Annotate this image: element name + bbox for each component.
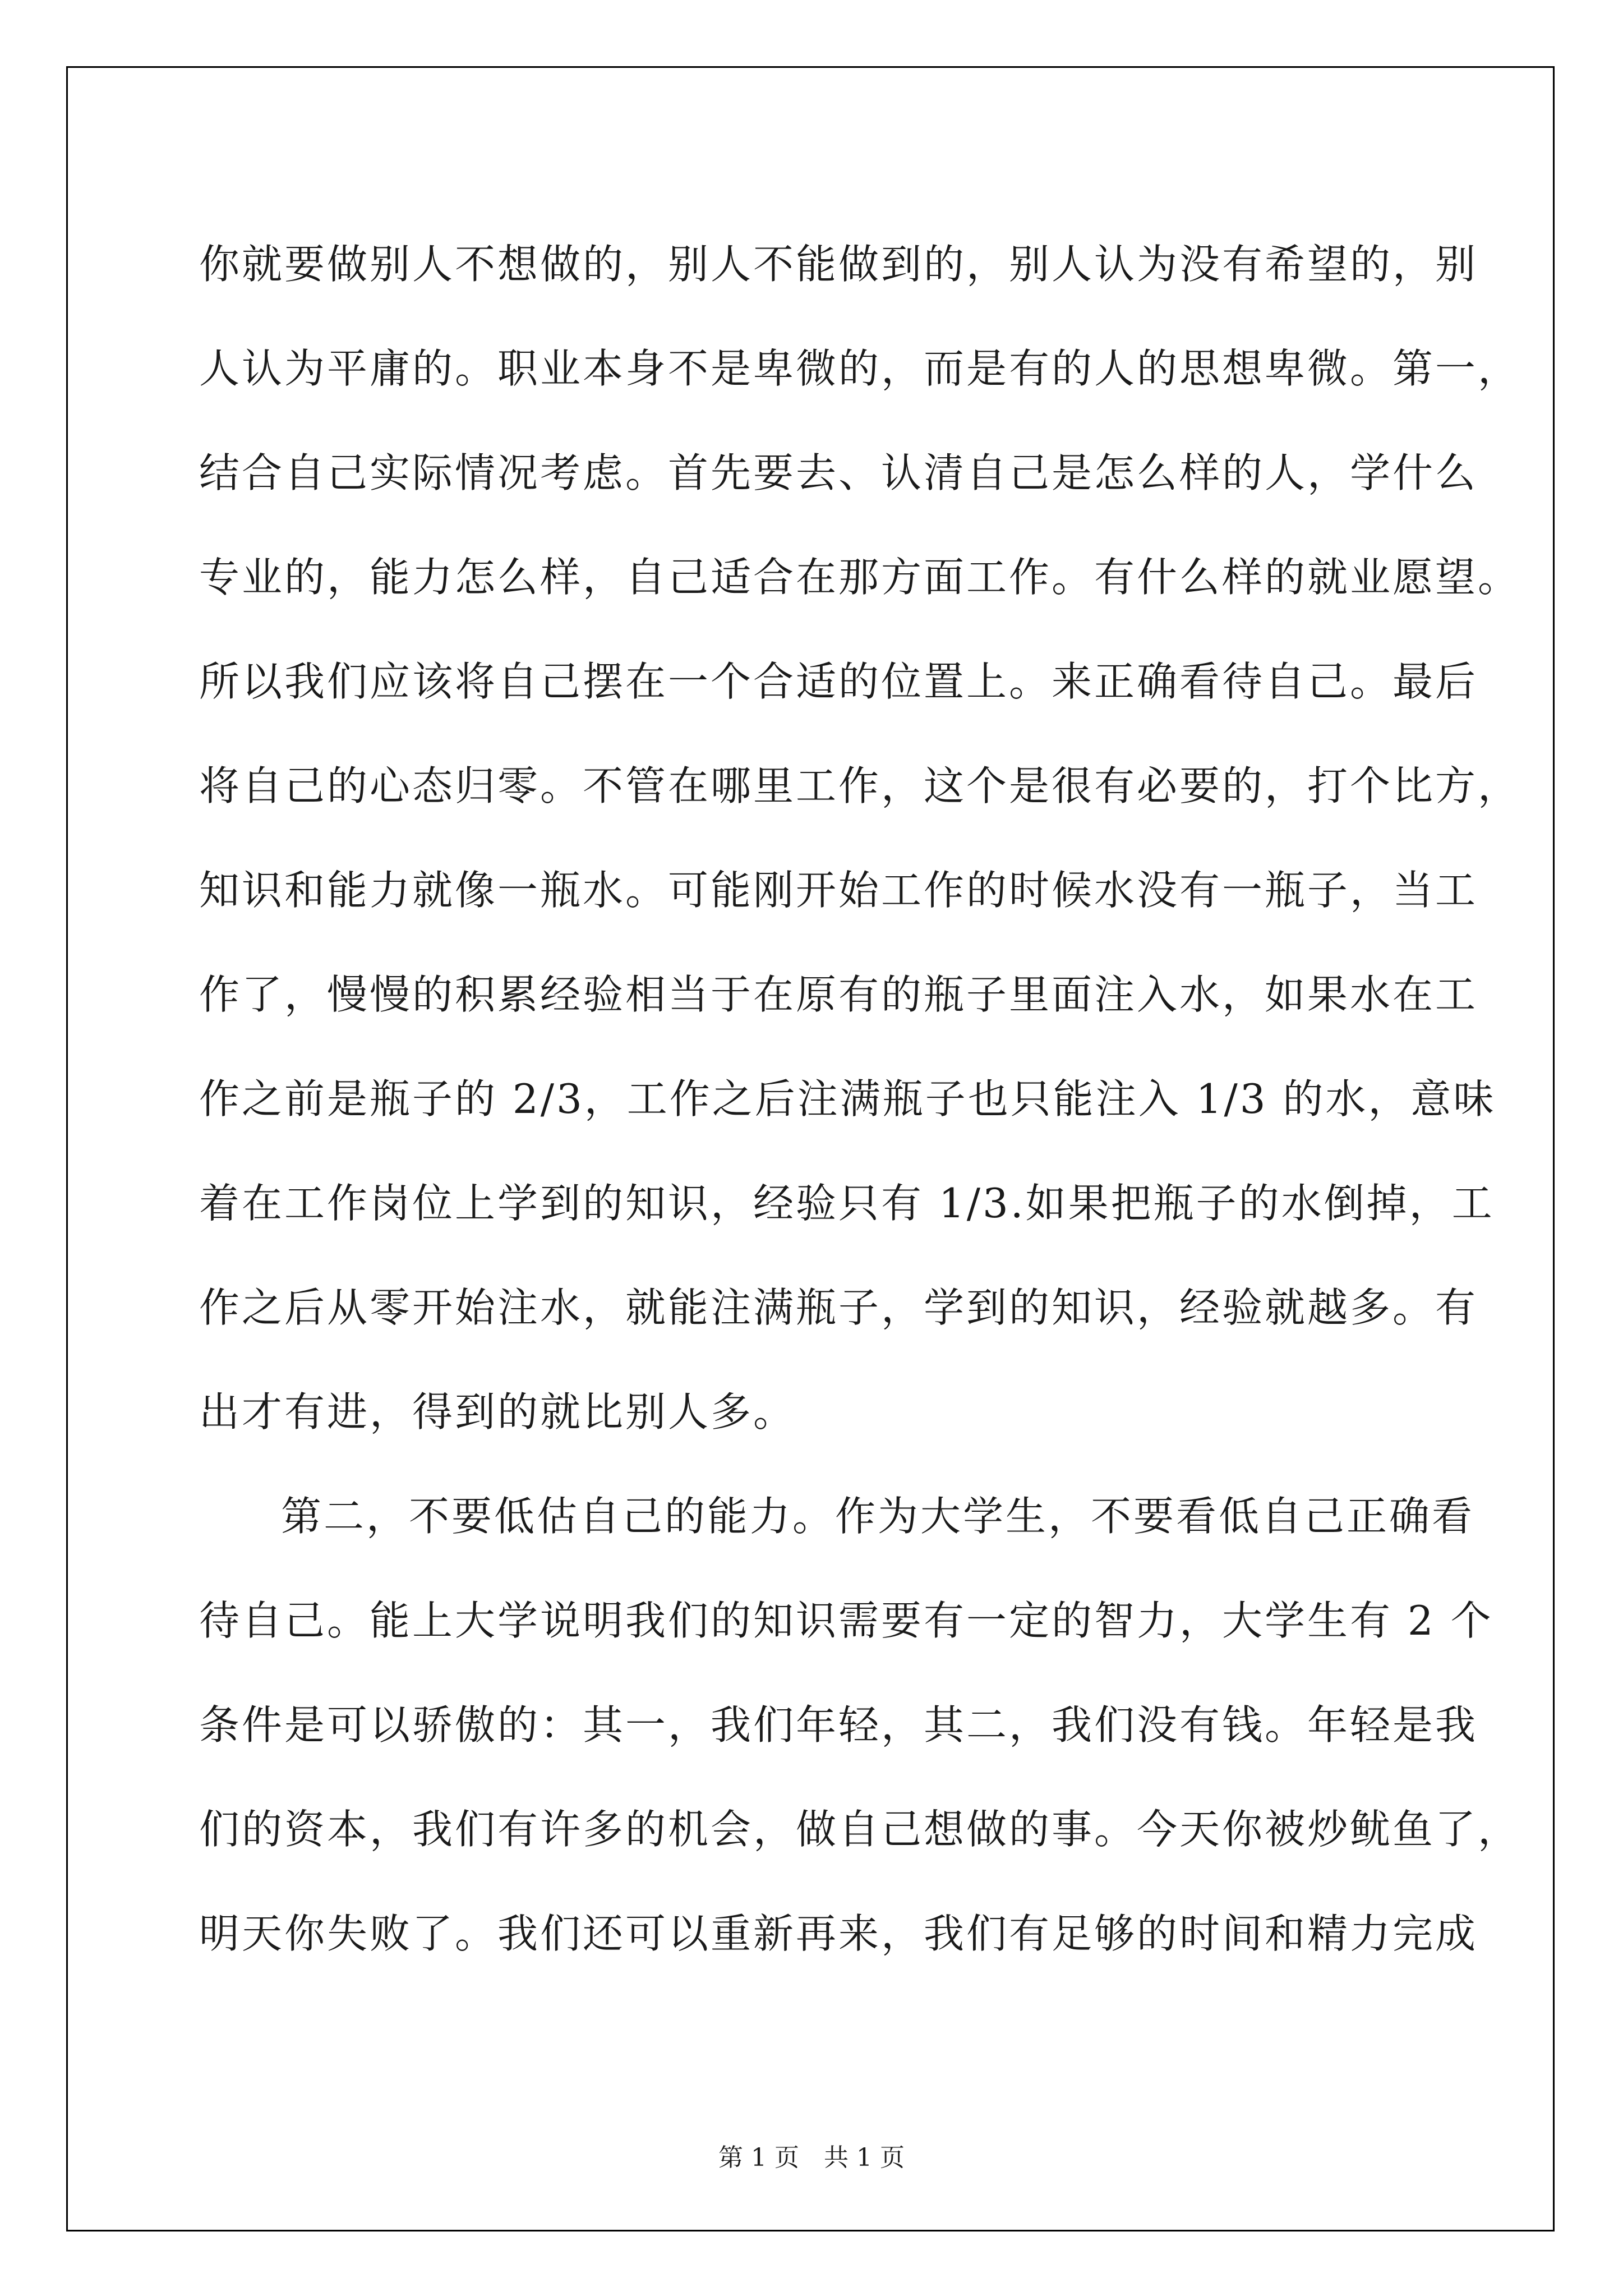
text-line: 知识和能力就像一瓶水。可能刚开始工作的时候水没有一瓶子，当工	[199, 867, 1478, 914]
text-line: 作之前是瓶子的 2/3，工作之后注满瓶子也只能注入 1/3 的水，意味	[199, 1075, 1496, 1122]
text-line: 你就要做别人不想做的，别人不能做到的，别人认为没有希望的，别	[199, 241, 1478, 288]
text-line: 着在工作岗位上学到的知识，经验只有 1/3.如果把瓶子的水倒掉，工	[199, 1180, 1495, 1227]
text-line: 人认为平庸的。职业本身不是卑微的，而是有的人的思想卑微。第一，	[199, 345, 1521, 392]
page-footer	[0, 2137, 1623, 2173]
text-line-paragraph-start: 第二，不要低估自己的能力。作为大学生，不要看低自己正确看	[281, 1493, 1475, 1540]
document-body	[199, 212, 1521, 1986]
text-line: 作了，慢慢的积累经验相当于在原有的瓶子里面注入水，如果水在工	[199, 971, 1478, 1018]
text-line: 出才有进，得到的就比别人多。	[199, 1388, 796, 1435]
text-line: 结合自己实际情况考虑。首先要去、认清自己是怎么样的人，学什么	[199, 449, 1478, 496]
text-line: 作之后从零开始注水，就能注满瓶子，学到的知识，经验就越多。有	[199, 1284, 1478, 1331]
page-total: 共 1 页	[824, 2143, 905, 2172]
text-line: 们的资本，我们有许多的机会，做自己想做的事。今天你被炒鱿鱼了，	[199, 1806, 1521, 1853]
text-line: 所以我们应该将自己摆在一个合适的位置上。来正确看待自己。最后	[199, 658, 1478, 705]
text-line: 条件是可以骄傲的：其一，我们年轻，其二，我们没有钱。年轻是我	[199, 1701, 1478, 1749]
text-line: 明天你失败了。我们还可以重新再来，我们有足够的时间和精力完成	[199, 1910, 1478, 1957]
text-line: 待自己。能上大学说明我们的知识需要有一定的智力，大学生有 2 个	[199, 1597, 1493, 1644]
page-number: 第 1 页	[718, 2143, 799, 2172]
text-line: 专业的，能力怎么样，自己适合在那方面工作。有什么样的就业愿望。	[199, 554, 1521, 601]
text-line: 将自己的心态归零。不管在哪里工作，这个是很有必要的，打个比方，	[199, 762, 1521, 809]
